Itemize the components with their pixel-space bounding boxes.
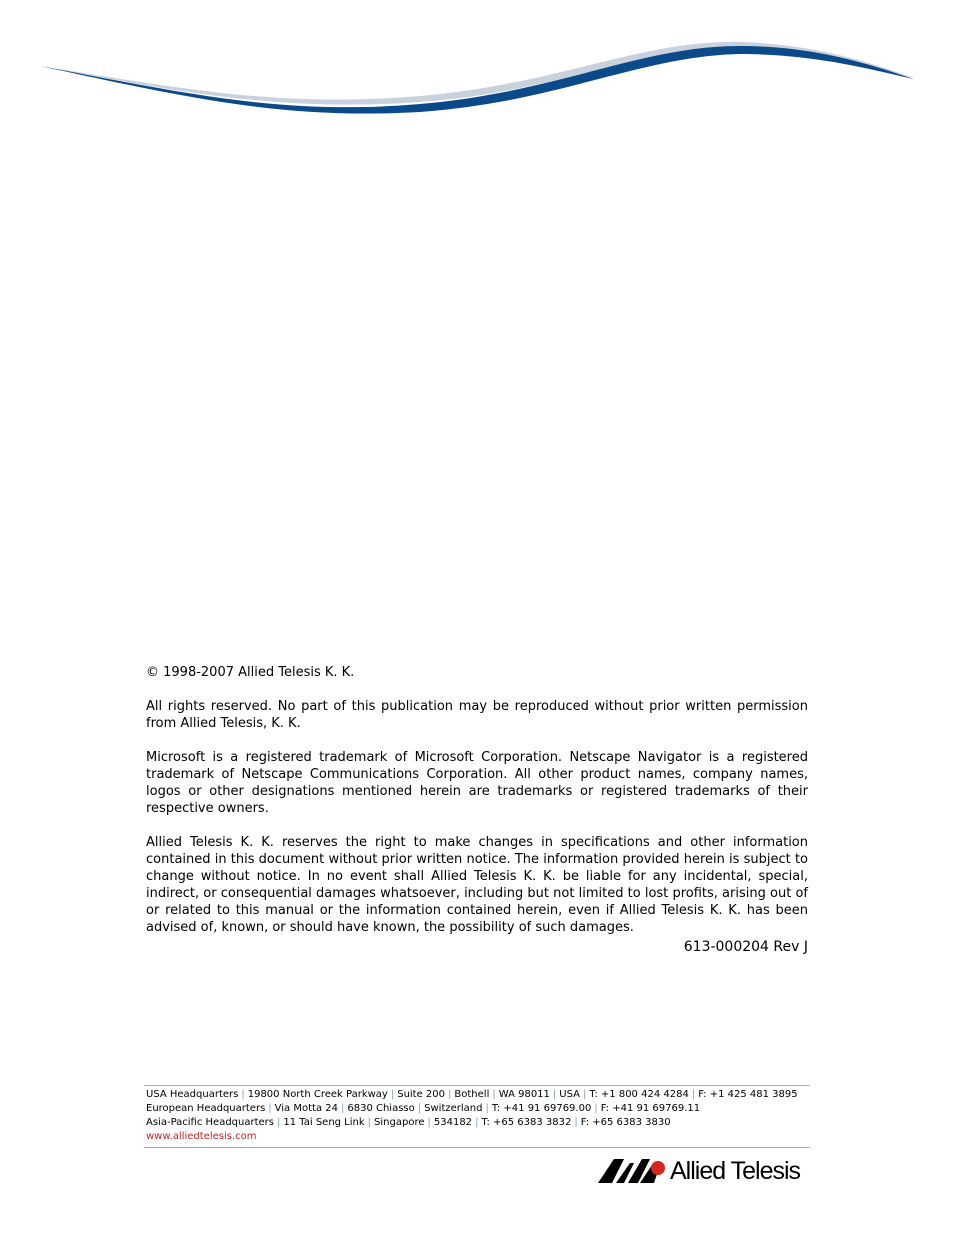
allied-telesis-logo [598, 1156, 810, 1186]
logo-wordmark: Allied Telesis [670, 1157, 801, 1185]
usa-phone: T: +1 800 424 4284 [589, 1089, 689, 1100]
website-link[interactable]: www.alliedtelesis.com [146, 1131, 257, 1142]
asia-postcode: 534182 [433, 1117, 473, 1128]
trademark-paragraph: Microsoft is a registered trademark of Microsoft Corporation. Netscape Navigator is a registered trademark of Netscape Communications Corporation. All other product names, company names, logos or other designations mentioned herein are trademarks or registered trademarks of their respective owners. [146, 750, 808, 816]
usa-street: 19800 North Creek Parkway [247, 1089, 388, 1100]
europe-hq-label: European Headquarters [146, 1103, 266, 1114]
document-number: 613-000204 Rev J [683, 939, 808, 955]
header-wave-decoration [0, 0, 954, 130]
europe-city: 6830 Chiasso [347, 1103, 415, 1114]
usa-suite: Suite 200 [397, 1089, 446, 1100]
legal-notice [146, 664, 808, 953]
asia-hq-label: Asia-Pacific Headquarters [146, 1117, 274, 1128]
usa-hq-label: USA Headquarters [146, 1089, 239, 1100]
disclaimer-paragraph: Allied Telesis K. K. reserves the right to make changes in specifications and other information contained in this document without prior written notice. The information provided herein is subject to change without notice. In no event shall Allied Telesis K. K. be liable for any incidental, special, indirect, or consequential damages whatsoever, including but not limited to lost profits, arising out of or related to this manual or the information contained herein, even if Allied Telesis K. K. has been advised of, known, or should have known, the possibility of such damages. [146, 835, 808, 935]
usa-address-line: USA Headquarters | 19800 North Creek Parkway | Suite 200 | Bothell | WA 98011 | USA | T: +1 800 424 4284 | F: +1 425 481 3895 [146, 1089, 798, 1100]
usa-city: Bothell [454, 1089, 490, 1100]
asia-city: Singapore [374, 1117, 425, 1128]
usa-fax: F: +1 425 481 3895 [698, 1089, 798, 1100]
copyright-line: © 1998-2007 Allied Telesis K. K. [146, 665, 355, 680]
europe-country: Switzerland [424, 1103, 483, 1114]
usa-state-zip: WA 98011 [498, 1089, 550, 1100]
asia-fax: F: +65 6383 3830 [580, 1117, 671, 1128]
footer-addresses [144, 1085, 810, 1148]
europe-phone: T: +41 91 69769.00 [491, 1103, 592, 1114]
usa-country: USA [559, 1089, 580, 1100]
europe-street: Via Motta 24 [274, 1103, 338, 1114]
europe-address-line: European Headquarters | Via Motta 24 | 6830 Chiasso | Switzerland | T: +41 91 69769.00 | F: +41 91 69769.11 [146, 1103, 701, 1114]
allied-telesis-logo-mark-icon [598, 1159, 668, 1183]
rights-paragraph: All rights reserved. No part of this publication may be reproduced without prior written permission from Allied Telesis, K. K. [146, 699, 808, 731]
asia-street: 11 Tai Seng Link [283, 1117, 365, 1128]
europe-fax: F: +41 91 69769.11 [600, 1103, 701, 1114]
asia-phone: T: +65 6383 3832 [481, 1117, 572, 1128]
asia-address-line: Asia-Pacific Headquarters | 11 Tai Seng Link | Singapore | 534182 | T: +65 6383 3832 | F: +65 6383 3830 [146, 1117, 671, 1128]
